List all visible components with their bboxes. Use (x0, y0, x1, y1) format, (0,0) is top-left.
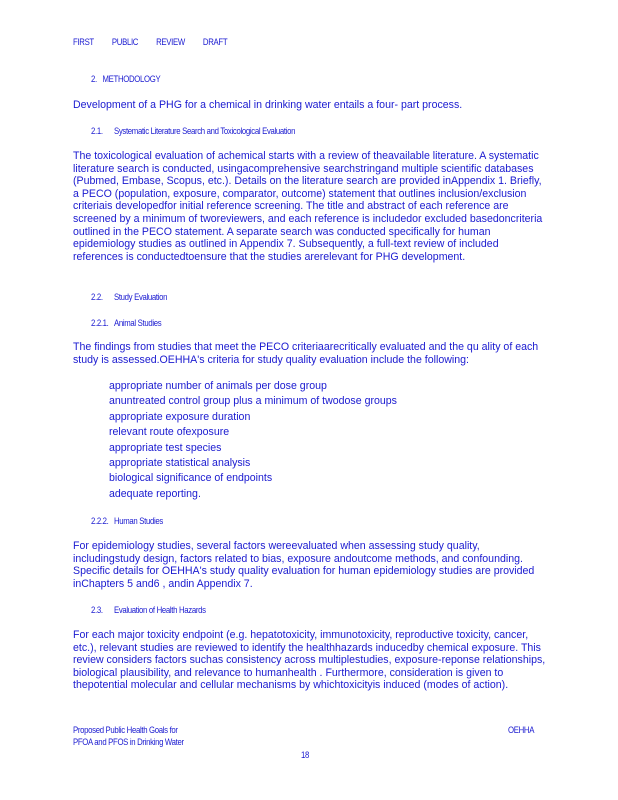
heading-number: 2.3. (91, 605, 103, 616)
list-item (90, 471, 397, 486)
heading-title: Animal Studies (113, 318, 162, 329)
paragraph-2-1: The toxicological evaluation of achemical starts with a review of theavailable literature. A systematic literature search is conducted, usingacomprehensive searchstringand multiple scientific databases (Pubmed, Embase, Scopus, etc.). Details on the literature search are provided inAppendix 1. Briefly, a PECO (population, exposure, comparator, outcome) statement that outlines inclusion/exclusion criteriais developedfor initial reference screening. The title and abstract of each reference are screened by a minimum of tworeviewers, and each reference is includedor excluded basedoncriteria outlined in the PECO statement. A separate search was conducted specifically for human epidemiology studies as outlined in Appendix 7. Subsequently, a full-text review of included references is conductedtoensure that the studies arerelevant for PHG development. (73, 150, 543, 263)
intro-paragraph: Development of a PHG for a chemical in drinking water entails a four- part process. (73, 99, 463, 111)
heading-title: Study Evaluation (113, 292, 168, 303)
list-item (90, 410, 397, 425)
paragraph-2-3: For each major toxicity endpoint (e.g. hepatotoxicity, immunotoxicity, reproductive toxicity, cancer, etc.), relevant studies are reviewed to identify the healthhazards inducedby chemical exposure. This review considers factors suchas consistency across multiplestudies, exposure-reponse relationships, biological plausibility, and relevance to humanhealth . Furthermore, consideration is given to thepotential molecular and cellular mechanisms by whichtoxicityis induced (modes of action). (73, 629, 546, 692)
heading-number: 2.2.1. (91, 318, 109, 329)
draft-header (73, 37, 227, 48)
section-title: METHODOLOGY (102, 74, 161, 85)
heading-title: Human Studies (113, 516, 163, 527)
heading-number: 2.2.2. (91, 516, 109, 527)
page-number: 18 (301, 750, 310, 761)
draft-word: FIRST (73, 37, 94, 48)
section-heading (91, 74, 160, 85)
list-item-text: adequate reporting. (109, 487, 201, 500)
list-item (90, 379, 397, 394)
heading-number: 2.1. (91, 126, 103, 137)
list-item (90, 487, 397, 502)
draft-word: DRAFT (202, 37, 228, 48)
heading-2-2-2 (91, 516, 163, 527)
heading-2-2 (91, 292, 167, 303)
list-item-text: appropriate test species (109, 441, 222, 454)
list-item-text: biological significance of endpoints (109, 472, 273, 485)
paragraph-2-2-1: The findings from studies that meet the PECO criteriaarecritically evaluated and the qu ality of each study is assessed.OEHHA's criteria for study quality evaluation include the following: (73, 341, 539, 366)
heading-title: Systematic Literature Search and Toxicological Evaluation (113, 126, 296, 137)
list-item (90, 425, 397, 440)
list-item (90, 456, 397, 471)
list-item (90, 441, 397, 456)
draft-word: PUBLIC (111, 37, 139, 48)
heading-2-2-1 (91, 318, 161, 329)
list-item-text: anuntreated control group plus a minimum of twodose groups (109, 395, 397, 408)
criteria-list (90, 379, 397, 502)
heading-2-1 (91, 126, 295, 137)
paragraph-2-2-2: For epidemiology studies, several factors wereevaluated when assessing study quality, includingstudy design, factors related to bias, exposure andoutcome methods, and confounding. Specific details for OEHHA's study quality evaluation for human epidemiology studies are provided inChapters 5 and6 , andin Appendix 7. (73, 540, 535, 590)
footer-org: OEHHA (508, 725, 535, 736)
draft-word: REVIEW (156, 37, 185, 48)
list-item (90, 394, 397, 409)
heading-number: 2.2. (91, 292, 103, 303)
footer-line: PFOA and PFOS in Drinking Water (73, 737, 184, 748)
heading-2-3 (91, 605, 206, 616)
list-item-text: appropriate number of animals per dose group (109, 380, 327, 392)
footer-title (73, 725, 184, 749)
list-item-text: appropriate statistical analysis (109, 456, 251, 469)
heading-title: Evaluation of Health Hazards (113, 605, 206, 616)
footer-line: Proposed Public Health Goals for (73, 725, 178, 736)
section-number: 2. (91, 74, 97, 85)
list-item-text: appropriate exposure duration (109, 410, 251, 423)
list-item-text: relevant route ofexposure (109, 426, 230, 439)
